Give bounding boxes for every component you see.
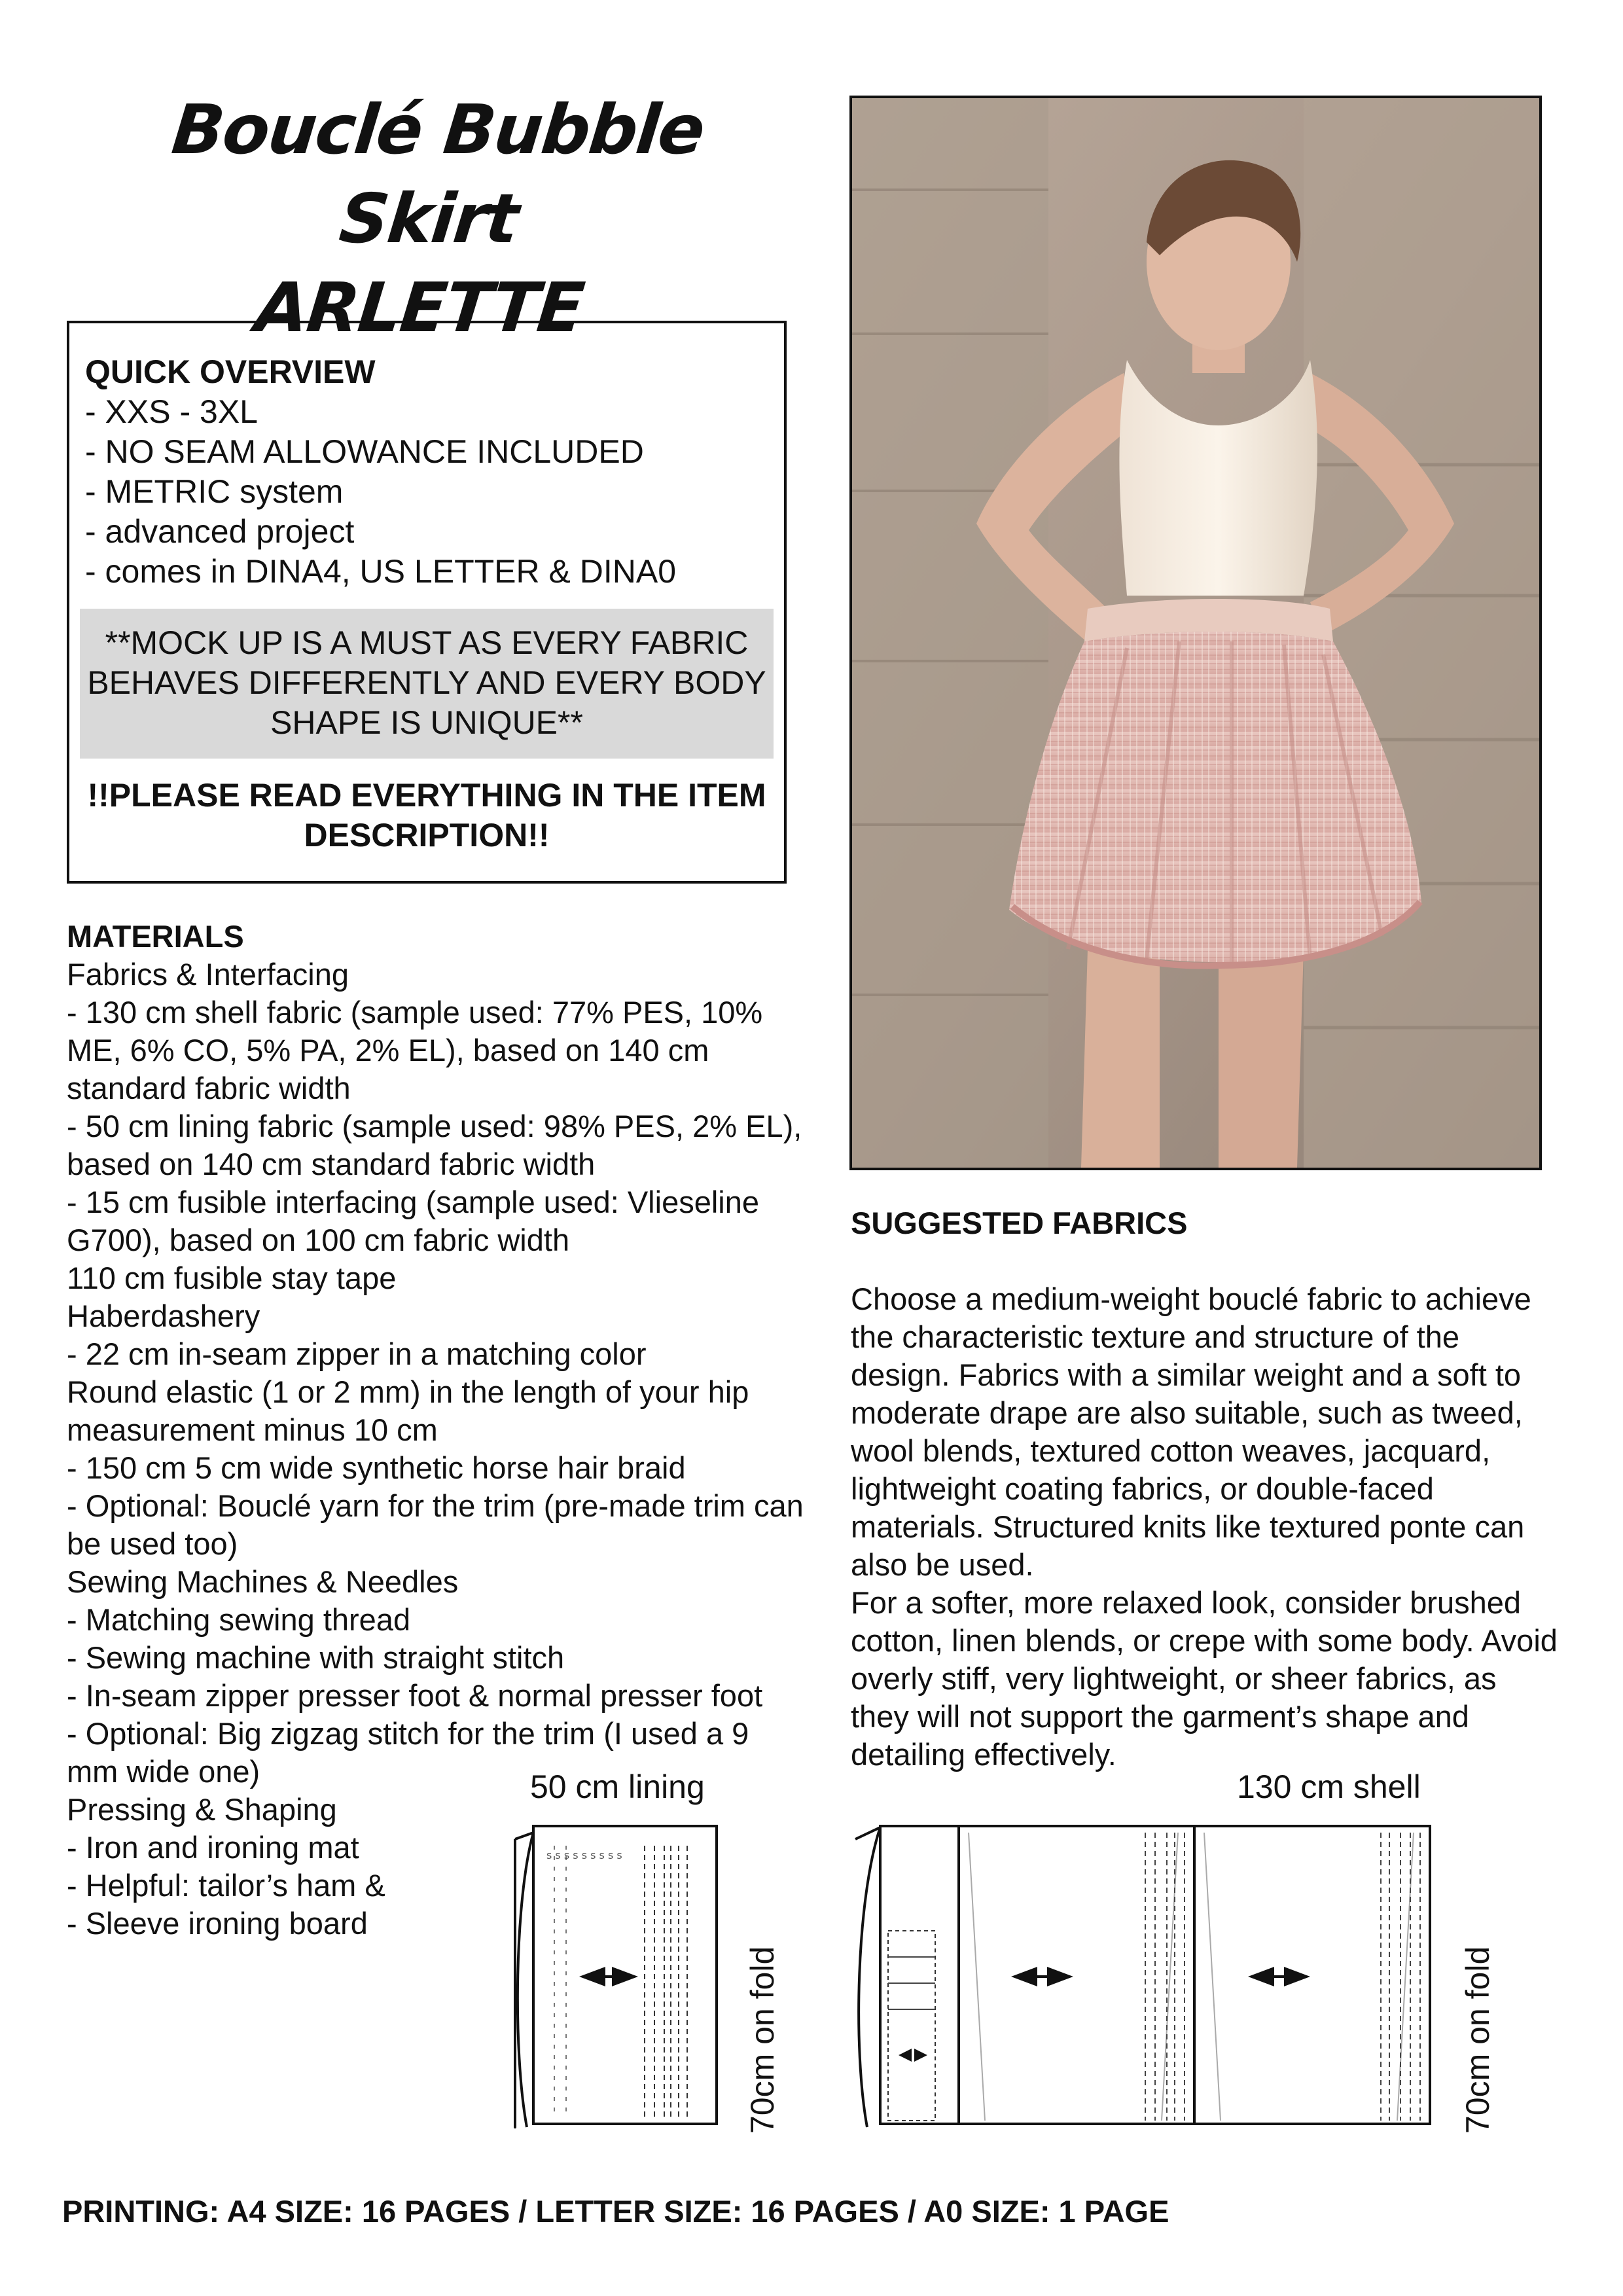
suggested-fabrics-paragraph: For a softer, more relaxed look, consider brushed cotton, linen blends, or crepe with some body. Avoid overly stiff, very lightweight, or sheer fabrics, as they will not support the garment’s shape and detailing effectively. (851, 1585, 1558, 1772)
title-line-2: ARLETTE (251, 268, 587, 348)
suggested-fabrics-section (851, 1204, 1558, 1774)
materials-line: - 50 cm lining fabric (sample used: 98% PES, 2% EL), based on 140 cm standard fabric width (67, 1109, 811, 1181)
pattern-title (52, 85, 806, 352)
materials-line: Round elastic (1 or 2 mm) in the length of your hip measurement minus 10 cm (67, 1374, 758, 1447)
materials-line: - 130 cm shell fabric (sample used: 77% PES, 10% ME, 6% CO, 5% PA, 2% EL), based on 140 cm standard fabric width (67, 995, 772, 1105)
lining-fold-label: 70cm on fold (744, 1946, 781, 2134)
read-description-notice: !!PLEASE READ EVERYTHING IN THE ITEM DESCRIPTION!! (87, 777, 766, 853)
overview-item: - METRIC system (85, 473, 344, 510)
materials-line: - Helpful: tailor’s ham & (67, 1868, 385, 1903)
printing-info: PRINTING: A4 SIZE: 16 PAGES / LETTER SIZE: 16 PAGES / A0 SIZE: 1 PAGE (62, 2194, 1169, 2229)
model-photo-illustration (852, 98, 1539, 1168)
lining-layout-label: 50 cm lining (530, 1768, 705, 1805)
svg-text:s s s s s s s s s: s s s s s s s s s (546, 1849, 622, 1861)
suggested-fabrics-heading: SUGGESTED FABRICS (851, 1206, 1188, 1240)
title-line-1: Bouclé Bubble Skirt (168, 90, 708, 259)
materials-line: Sewing Machines & Needles (67, 1564, 459, 1599)
materials-line: - Optional: Bouclé yarn for the trim (pre-made trim can be used too) (67, 1488, 812, 1561)
materials-line: - Sleeve ironing board (67, 1906, 368, 1941)
materials-line: Pressing & Shaping (67, 1792, 337, 1827)
materials-line: Haberdashery (67, 1299, 260, 1333)
materials-line: - 22 cm in-seam zipper in a matching color (67, 1336, 647, 1371)
materials-line: - Matching sewing thread (67, 1602, 411, 1637)
mockup-note: **MOCK UP IS A MUST AS EVERY FABRIC BEHAVES DIFFERENTLY AND EVERY BODY SHAPE IS UNIQUE** (80, 609, 774, 759)
overview-item: - NO SEAM ALLOWANCE INCLUDED (85, 433, 644, 470)
suggested-fabrics-paragraph: Choose a medium-weight bouclé fabric to achieve the characteristic texture and structure of the design. Fabrics with a similar weight and a soft to moderate drape are also suitable, such as tweed, wool blends, textured cotton weaves, jacquard, lightweight coating fabrics, or double-faced materials. Structured knits like textured ponte can also be used. (851, 1282, 1531, 1582)
shell-layout-label: 130 cm shell (1237, 1768, 1421, 1805)
materials-heading: MATERIALS (67, 919, 244, 954)
materials-line: Fabrics & Interfacing (67, 957, 349, 992)
materials-line: - Sewing machine with straight stitch (67, 1640, 565, 1675)
materials-line: - 15 cm fusible interfacing (sample used: Vlieseline G700), based on 100 cm fabric width (67, 1185, 768, 1257)
shell-fold-label: 70cm on fold (1459, 1946, 1496, 2134)
lining-cutting-layout (507, 1820, 723, 2134)
overview-item: - advanced project (85, 513, 355, 550)
materials-line: - In-seam zipper presser foot & normal presser foot (67, 1678, 763, 1713)
quick-overview-box (67, 321, 787, 884)
shell-cutting-layout (847, 1820, 1436, 2134)
materials-line: - 150 cm 5 cm wide synthetic horse hair braid (67, 1450, 686, 1485)
materials-line: - Optional: Big zigzag stitch for the trim (I used a 9 mm wide one) (67, 1716, 758, 1789)
model-photo (849, 96, 1542, 1170)
materials-line: 110 cm fusible stay tape (67, 1261, 397, 1295)
materials-line: - Iron and ironing mat (67, 1830, 359, 1865)
overview-heading: QUICK OVERVIEW (85, 353, 376, 390)
overview-item: - XXS - 3XL (85, 393, 258, 430)
overview-item: - comes in DINA4, US LETTER & DINA0 (85, 553, 677, 590)
